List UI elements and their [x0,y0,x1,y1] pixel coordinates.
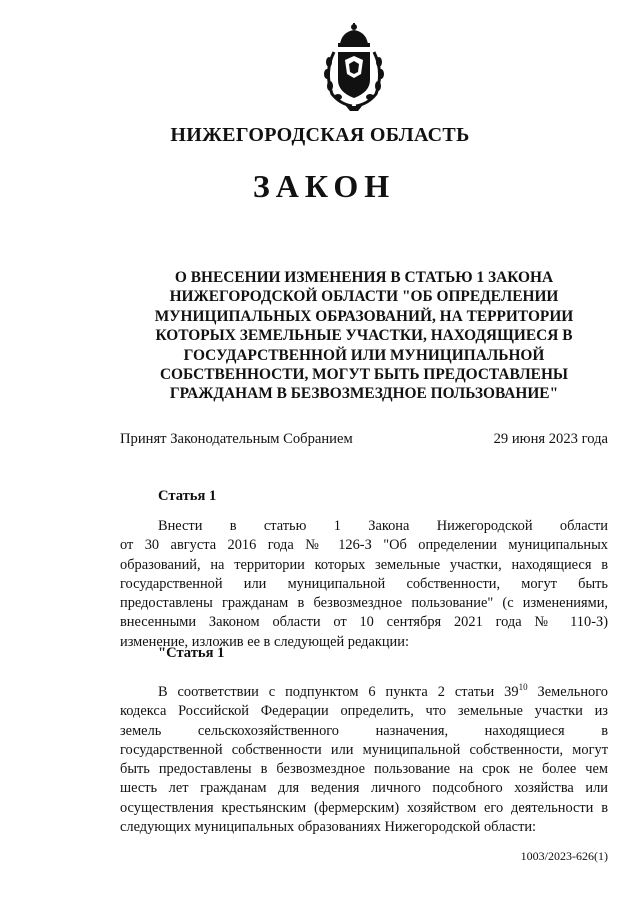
title-line: СОБСТВЕННОСТИ, МОГУТ БЫТЬ ПРЕДОСТАВЛЕНЫ [159,366,569,384]
paragraph-line: земель сельскохозяйственного назначения, находящиеся в [120,722,608,739]
adoption-date: 29 июня 2023 года [493,431,608,447]
document-number: 1003/2023-626(1) [520,849,608,863]
paragraph-line [120,683,608,702]
superscript: 10 [518,682,528,693]
title-line: ГОСУДАРСТВЕННОЙ ИЛИ МУНИЦИПАЛЬНОЙ [183,346,545,364]
article-heading: Статья 1 [158,488,217,504]
title-line: НИЖЕГОРОДСКОЙ ОБЛАСТИ "ОБ ОПРЕДЕЛЕНИИ [169,288,559,306]
paragraph-line: образований, на территории которых земельные участки, находящиеся в [120,556,608,573]
coat-of-arms-icon [318,22,390,112]
paragraph-line: государственной или муниципальной собственности, могут быть [120,575,608,592]
region-name: НИЖЕГОРОДСКАЯ ОБЛАСТЬ [170,124,470,146]
paragraph-line: государственной собственности или муниципальной собственности, могут [120,741,608,758]
paragraph-line: Внести в статью 1 Закона Нижегородской области [158,518,608,534]
quoted-paragraph [120,683,608,837]
law-title [120,268,608,404]
line-text: В соответствии с подпунктом 6 пункта 2 статьи 39 [158,684,519,700]
title-line: О ВНЕСЕНИИ ИЗМЕНЕНИЯ В СТАТЬЮ 1 ЗАКОНА [174,269,554,286]
paragraph-line: осуществления крестьянским (фермерским) хозяйством его деятельности в [120,799,608,816]
paragraph-line: кодекса Российской Федерации определить, что земельные участки из [120,703,608,720]
title-line: МУНИЦИПАЛЬНЫХ ОБРАЗОВАНИЙ, НА ТЕРРИТОРИИ [154,307,574,325]
article-paragraph [120,517,608,652]
paragraph-line: предоставлены гражданам в безвозмездное пользование" (с изменениями, [120,595,608,612]
paragraph-line: быть предоставлены в безвозмездное пользование на срок не более чем [120,761,608,778]
document-type: ЗАКОН [252,168,396,204]
quoted-article-heading: "Статья 1 [158,645,225,661]
adopted-by: Принят Законодательным Собранием [120,431,353,447]
paragraph-line: изменение, изложив ее в следующей редакции: [120,633,409,650]
paragraph-line: внесенными Законом области от 10 сентября 2021 года № 110-З) [120,614,608,631]
line-text: Земельного [527,684,608,700]
paragraph-line: от 30 августа 2016 года № 126-З "Об определении муниципальных [120,537,608,554]
title-line: ГРАЖДАНАМ В БЕЗВОЗМЕЗДНОЕ ПОЛЬЗОВАНИЕ" [169,385,559,403]
paragraph-line: следующих муниципальных образованиях Нижегородской области: [120,819,537,836]
title-line: КОТОРЫХ ЗЕМЕЛЬНЫЕ УЧАСТКИ, НАХОДЯЩИЕСЯ В [155,327,573,345]
paragraph-line: шесть лет гражданам для ведения личного подсобного хозяйства или [120,780,608,797]
